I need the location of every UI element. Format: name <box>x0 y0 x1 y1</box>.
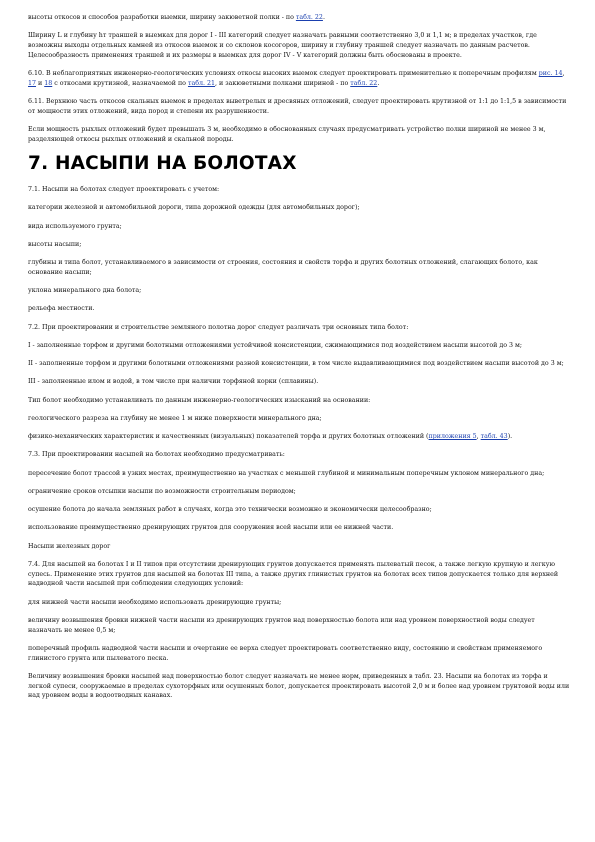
paragraph-text: и <box>36 79 45 87</box>
paragraph-text: , <box>476 433 481 440</box>
list-item: высоты насыпи; <box>28 240 82 248</box>
link-table-22[interactable]: табл. 22 <box>295 14 323 21</box>
list-item: уклона минерального дна болота; <box>28 287 142 294</box>
list-item: II - заполненные торфом и другими болотными отложениями разной консистенции, в том числе выдавливающимися под воздействием насыпи высотой до 3 м; <box>28 360 564 367</box>
paragraph-text: с откосами крутизной, назначаемой по <box>52 79 188 87</box>
list-item: глубины и типа болот, устанавливаемого в зависимости от строения, состояния и свойств торфа и других болотных отложений, слагающих болото, как основание насыпи; <box>28 259 538 276</box>
list-item: осушение болота до начала земляных работ в случаях, когда это технически возможно и экономически целесообразно; <box>28 506 432 513</box>
list-item: вида используемого грунта; <box>28 222 122 230</box>
paragraph-text: 6.10. В неблагоприятных инженерно-геологических условиях откосы высоких выемок следует проектировать применительно к поперечным профилям <box>28 70 539 77</box>
link-figure-17[interactable]: 17 <box>28 79 37 87</box>
list-item: поперечный профиль надводной части насыпи и очертание ее верха следует проектировать соответственно виду, состоянию и свойствам применяемого глинистого грунта или пылеватого песка. <box>28 644 543 662</box>
paragraph-6-10 <box>28 69 570 89</box>
section-heading: 7. НАСЫПИ НА БОЛОТАХ <box>28 152 297 174</box>
list-item: I - заполненные торфом и другими болотными отложениями устойчивой консистенции, сжимающимися под воздействием насыпи высотой до 3 м; <box>28 341 523 349</box>
link-figure-18[interactable]: 18 <box>44 79 53 87</box>
paragraph-text: . <box>377 79 380 87</box>
paragraph-7-4: 7.4. Для насыпей на болотах I и II типов при отсутствии дренирующих грунтов допускается применять пылеватый песок, а также легкую крупную и легкую супесь. Применение этих грунтов для насыпей на болотах III типа, а также других глинистых грунтов на болотах всех типов допускается только для верхней надводной части насыпей при соблюдении следующих условий: <box>28 560 559 588</box>
paragraph-7-1: 7.1. Насыпи на болотах следует проектировать с учетом: <box>28 186 220 193</box>
paragraph-text: физико-механических характеристик и качественных (визуальных) показателей торфа и других болотных отложений ( <box>28 433 429 440</box>
list-item: использование преимущественно дренирующих грунтов для сооружения всей насыпи или ее нижней части. <box>28 524 394 532</box>
link-figure-14[interactable]: рис. 14 <box>538 70 563 77</box>
list-item: III - заполненные илом и водой, в том числе при наличии торфяной корки (сплавины). <box>28 378 319 386</box>
paragraph-text: , <box>562 70 565 77</box>
paragraph-trench-width: Ширину L и глубину hт траншей в выемках для дорог I - III категорий следует назначать равными соответственно 3,0 и 1,1 м; в пределах участков, где возможны выходы отдельных камней из откосов выемок и со склонов косогоров, ширину и глубину траншей следует назначать по данным расчетов. Целесообразность применения траншей и их размеры в выемках для дорог IV - V категорий должны быть обоснованы в проекте. <box>28 32 537 59</box>
link-table-21[interactable]: табл. 21 <box>187 79 216 87</box>
paragraph-text: . <box>322 14 325 21</box>
list-item: величину возвышения бровки нижней части насыпи из дренирующих грунтов над поверхностью болота или над уровнем поверхностной воды следует назначать не менее 0,5 м; <box>28 616 535 634</box>
list-item: пересечение болот трассой в узких местах, преимущественно на участках с меньшей глубиной и минимальным поперечным уклоном минерального дна; <box>28 469 545 477</box>
paragraph-bog-type: Тип болот необходимо устанавливать по данным инженерно-геологических изысканий на основании: <box>28 396 371 404</box>
paragraph-elevation: Величину возвышения бровки насыпей над поверхностью болот следует назначать не менее норм, приведенных в табл. 23. Насыпи на болотах из торфа и легкой супеси, сооружаемые в пределах сухоторфных или осушенных болот, допускается проектировать высотой 2,0 м и более над уровнем грунтовой воды или над уровнем воды в водоотводных канавах. <box>28 672 570 700</box>
paragraph-6-11: 6.11. Верхнюю часть откосов скальных выемок в пределах выветрелых и дресвяных отложений, следует проектировать крутизной от 1:1 до 1:1,5 в зависимости от мощности этих отложений, вида пород и степени их разрушенности. <box>28 98 567 115</box>
paragraph-7-2: 7.2. При проектировании и строительстве земляного полотна дорог следует различать три основных типа болот: <box>28 323 409 331</box>
link-table-22[interactable]: табл. 22 <box>350 79 378 87</box>
paragraph-loose-deposits: Если мощность рыхлых отложений будет превышать 3 м, необходимо в обоснованных случаях предусматривать устройство полки шириной не менее 3 м, разделяющей откосы рыхлых отложений и скальной породы. <box>28 126 546 143</box>
paragraph-text: высоты откосов и способов разработки выемки, ширину закюветной полки - по <box>28 14 296 21</box>
list-item: рельефа местности. <box>28 305 95 313</box>
link-table-43[interactable]: табл. 43 <box>480 433 508 440</box>
subheading-railway-embankments: Насыпи железных дорог <box>28 542 111 550</box>
list-item <box>28 432 570 442</box>
paragraph-6-9-end <box>28 13 570 23</box>
list-item: для нижней части насыпи необходимо использовать дренирующие грунты; <box>28 598 282 606</box>
paragraph-text: , и закюветными полками шириной - по <box>215 79 351 87</box>
paragraph-text: ). <box>507 433 513 440</box>
list-item: геологического разреза на глубину не менее 1 м ниже поверхности минерального дна; <box>28 414 322 422</box>
link-appendix-5[interactable]: приложения 5 <box>428 433 477 440</box>
paragraph-7-3: 7.3. При проектировании насыпей на болотах необходимо предусматривать: <box>28 451 285 459</box>
list-item: ограничение сроков отсыпки насыпи по возможности строительным периодом; <box>28 487 296 495</box>
list-item: категории железной и автомобильной дороги, типа дорожной одежды (для автомобильных дорог); <box>28 204 360 212</box>
